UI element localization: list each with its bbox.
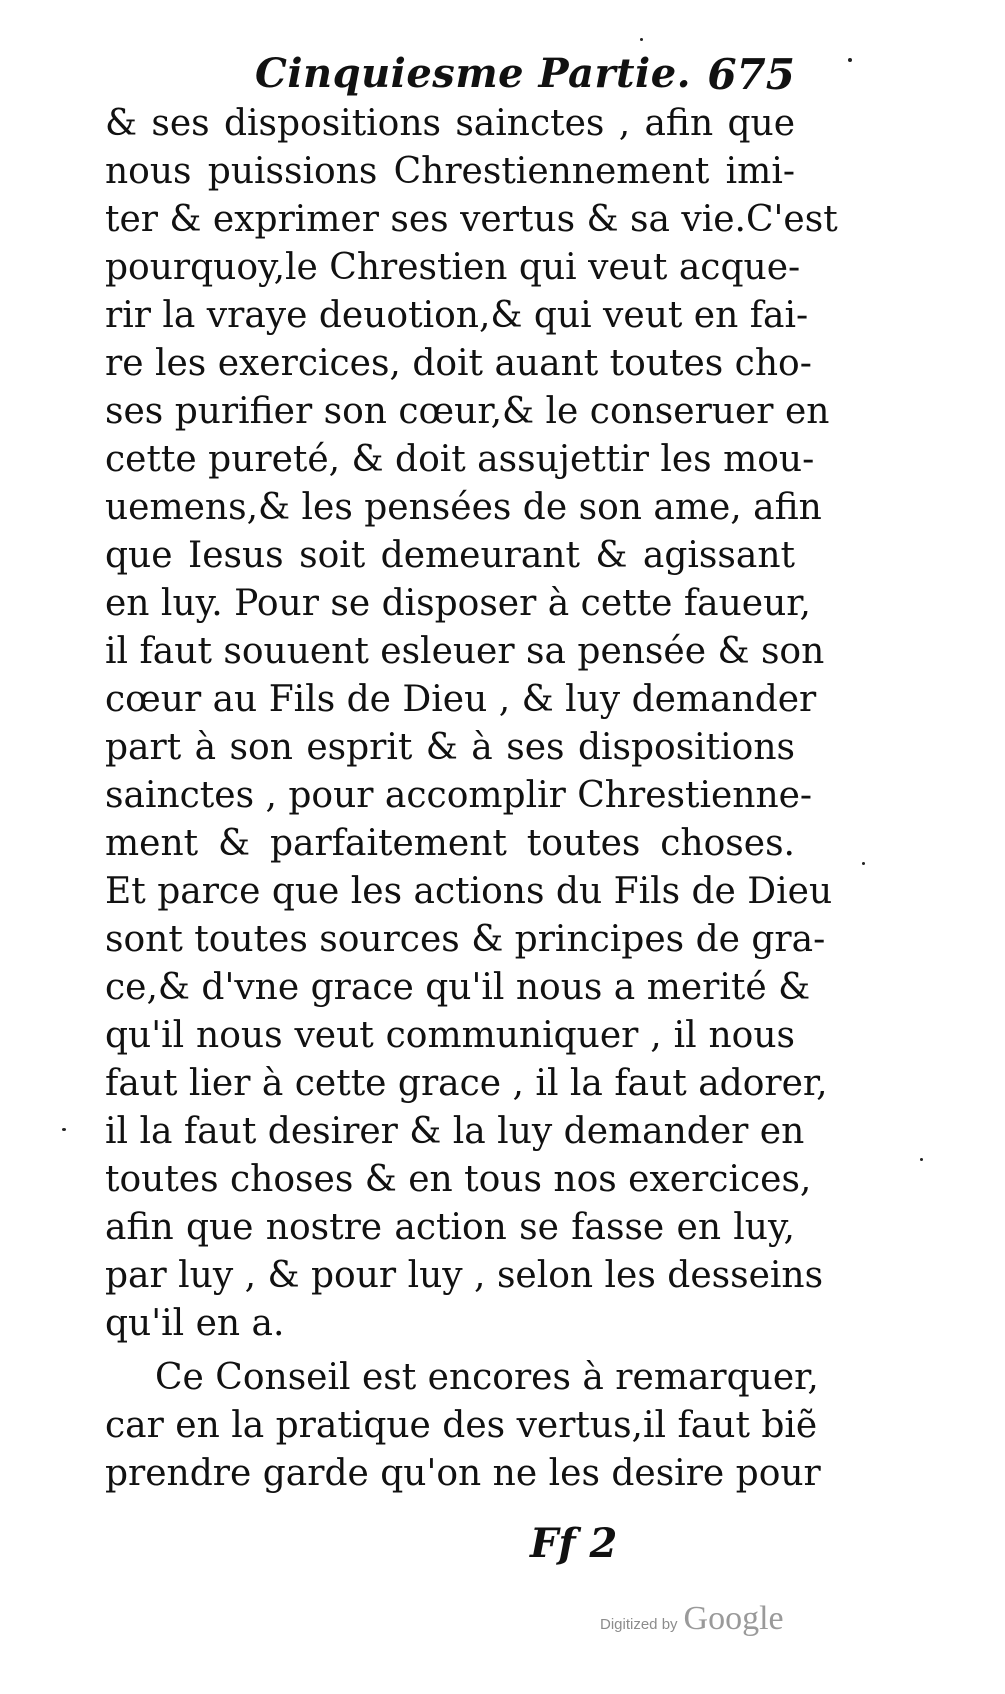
- text-line: cette pureté, & doit assujettir les mou-: [105, 439, 815, 480]
- text-line: part à son esprit & à ses dispositions: [105, 727, 795, 768]
- text-line: faut lier à cette grace , il la faut adorer,: [105, 1063, 828, 1104]
- text-line: ce,& d'vne grace qu'il nous a merité &: [105, 967, 811, 1008]
- ink-speck: [920, 1158, 923, 1161]
- text-line: en luy. Pour se disposer à cette faueur,: [105, 583, 811, 624]
- text-line: re les exercices, doit auant toutes cho-: [105, 343, 812, 384]
- text-line: que Iesus soit demeurant & agissant: [105, 535, 795, 576]
- ink-speck: [640, 38, 643, 41]
- text-line: nous puissions Chrestiennement imi-: [105, 151, 795, 192]
- text-line: par luy , & pour luy , selon les desseins: [105, 1255, 824, 1296]
- text-line: cœur au Fils de Dieu , & luy demander: [105, 679, 817, 720]
- text-line: Et parce que les actions du Fils de Dieu: [105, 871, 833, 912]
- text-line: uemens,& les pensées de son ame, afin: [105, 487, 822, 528]
- text-line: afin que nostre action se fasse en luy,: [105, 1207, 795, 1248]
- text-line: prendre garde qu'on ne les desire pour: [105, 1453, 821, 1494]
- text-line: il faut souuent esleuer sa pensée & son: [105, 631, 825, 672]
- ink-speck: [848, 58, 852, 62]
- text-line: qu'il nous veut communiquer , il nous: [105, 1015, 795, 1056]
- digitized-by-google-watermark: [600, 1600, 820, 1650]
- text-line: sont toutes sources & principes de gra-: [105, 919, 826, 960]
- signature-mark: Ff 2: [530, 1520, 618, 1567]
- watermark-label: Digitized by: [600, 1616, 678, 1633]
- text-line: ter & exprimer ses vertus & sa vie.C'est: [105, 199, 838, 240]
- text-line: pourquoy,le Chrestien qui veut acque-: [105, 247, 801, 288]
- running-title: Cinquiesme Partie.: [255, 50, 692, 97]
- text-line: sainctes , pour accomplir Chrestienne-: [105, 775, 813, 816]
- text-line: & ses dispositions sainctes , afin que: [105, 103, 795, 144]
- ink-speck: [62, 1128, 66, 1131]
- paragraph-end-line: qu'il en a.: [105, 1303, 285, 1344]
- ink-speck: [862, 862, 865, 865]
- text-line: rir la vraye deuotion,& qui veut en fai-: [105, 295, 809, 336]
- page-number: 675: [707, 50, 795, 99]
- text-line: il la faut desirer & la luy demander en: [105, 1111, 805, 1152]
- body-text: [105, 100, 838, 1498]
- text-line: car en la pratique des vertus,il faut biẽ: [105, 1405, 818, 1446]
- watermark-brand: Google: [683, 1600, 784, 1637]
- text-line: ment & parfaitement toutes choses.: [105, 823, 795, 864]
- text-line: toutes choses & en tous nos exercices,: [105, 1159, 812, 1200]
- text-line: ses purifier son cœur,& le conseruer en: [105, 391, 830, 432]
- paragraph-start-line: Ce Conseil est encores à remarquer,: [155, 1357, 819, 1398]
